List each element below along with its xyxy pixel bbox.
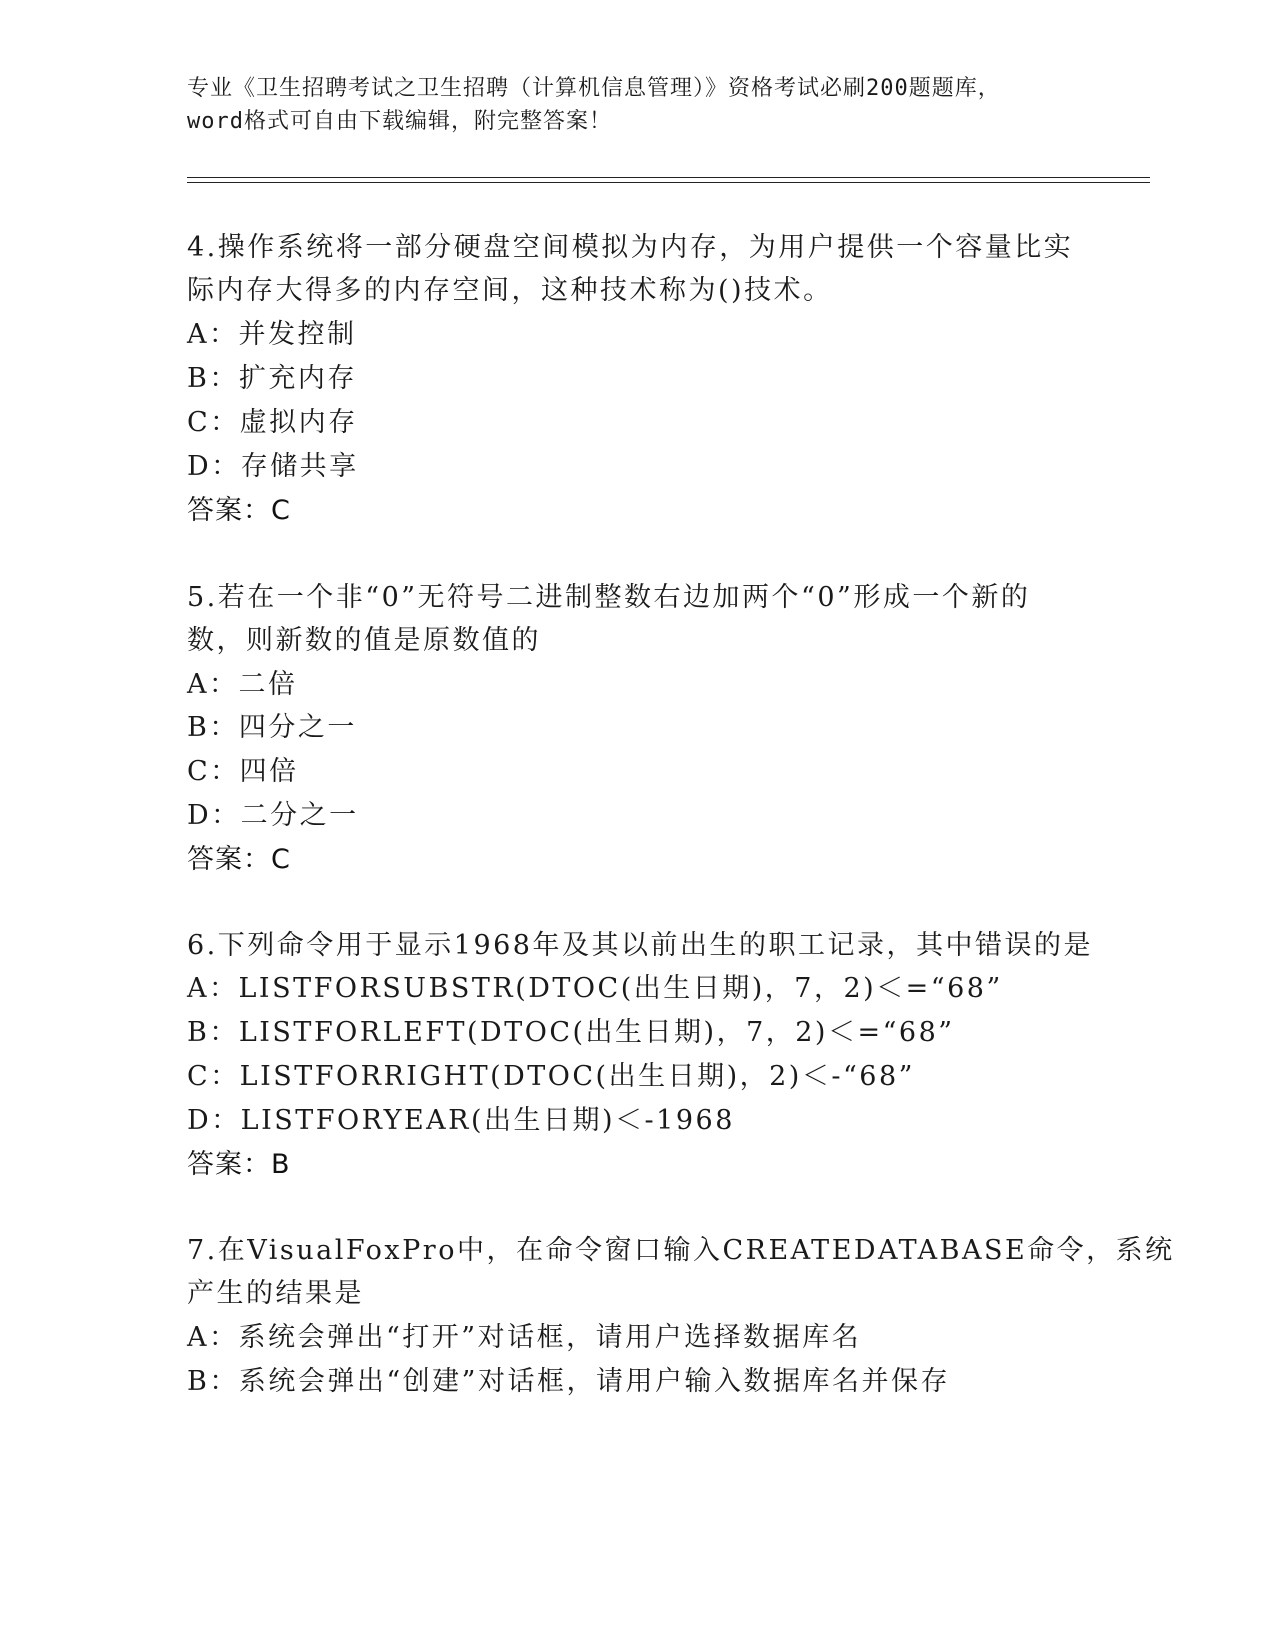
option-a: A：系统会弹出“打开”对话框，请用户选择数据库名 [187, 1322, 862, 1353]
header-line-1: 专业《卫生招聘考试之卫生招聘（计算机信息管理）》资格考试必刷200题题库， [187, 76, 1001, 101]
header-divider-bottom [187, 182, 1150, 183]
option-d: D：二分之一 [187, 800, 359, 831]
option-b: B：LISTFORLEFT(DTOC(出生日期)，7，2)＜=“68” [187, 1017, 955, 1048]
option-d: D：存储共享 [187, 451, 359, 482]
option-c: C：四倍 [187, 756, 299, 787]
question-stem: 产生的结果是 [187, 1278, 364, 1309]
question-stem: 6.下列命令用于显示1968年及其以前出生的职工记录，其中错误的是 [187, 930, 1093, 961]
document-header [187, 72, 1087, 138]
option-b: B：四分之一 [187, 712, 357, 743]
answer: 答案：B [187, 1149, 291, 1180]
header-divider-top [187, 177, 1150, 178]
question-stem: 际内存大得多的内存空间，这种技术称为()技术。 [187, 275, 833, 306]
option-b: B：系统会弹出“创建”对话框，请用户输入数据库名并保存 [187, 1366, 950, 1397]
answer: 答案：C [187, 495, 291, 526]
option-c: C：LISTFORRIGHT(DTOC(出生日期)，2)＜-“68” [187, 1061, 915, 1092]
answer: 答案：C [187, 844, 291, 875]
option-a: A：LISTFORSUBSTR(DTOC(出生日期)，7，2)＜=“68” [187, 973, 1003, 1004]
question-stem: 5.若在一个非“0”无符号二进制整数右边加两个“0”形成一个新的 [187, 582, 1031, 613]
question-stem: 7.在VisualFoxPro中，在命令窗口输入CREATEDATABASE命令，系统 [187, 1235, 1175, 1266]
question-stem: 数，则新数的值是原数值的 [187, 625, 541, 656]
option-b: B：扩充内存 [187, 363, 357, 394]
option-c: C：虚拟内存 [187, 407, 358, 438]
option-a: A：并发控制 [187, 319, 357, 350]
option-d: D：LISTFORYEAR(出生日期)＜-1968 [187, 1105, 735, 1136]
option-a: A：二倍 [187, 669, 298, 700]
header-line-2: word格式可自由下载编辑，附完整答案！ [187, 109, 612, 134]
question-stem: 4.操作系统将一部分硬盘空间模拟为内存，为用户提供一个容量比实 [187, 232, 1074, 263]
